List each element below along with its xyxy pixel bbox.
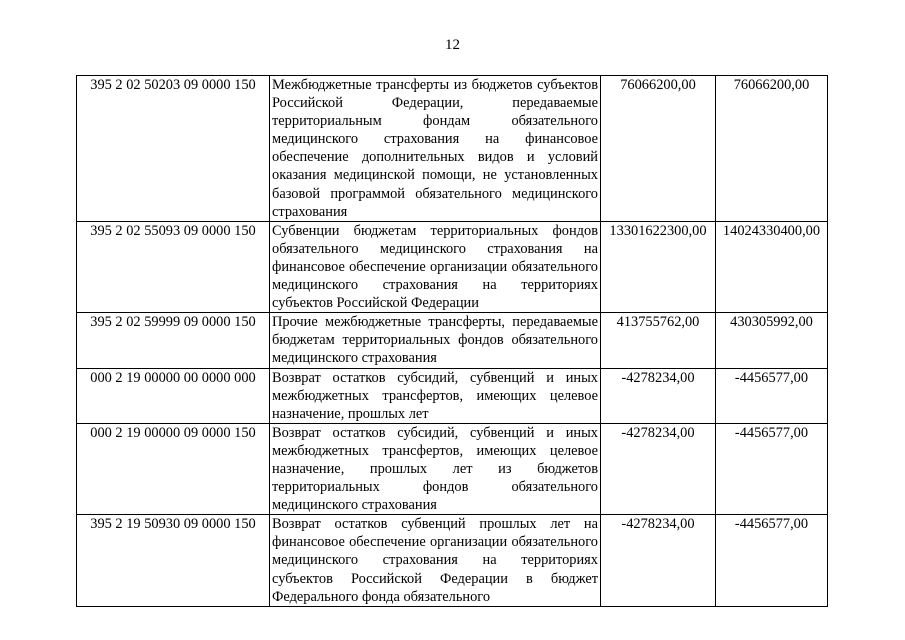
description-cell: Межбюджетные трансферты из бюджетов субъектов Российской Федерации, передаваемые территориальным фондам обязательного медицинского страхования на финансовое обеспечение дополнительных видов и условий оказания медицинской помощи, не установленных базовой программой обязательного медицинского страхования [270,76,601,222]
amount-2-cell: -4456577,00 [716,515,828,606]
budget-code-cell: 395 2 02 59999 09 0000 150 [77,313,270,368]
description-cell: Возврат остатков субсидий, субвенций и иных межбюджетных трансфертов, имеющих целевое назначение, прошлых лет [270,368,601,423]
amount-2-cell: 430305992,00 [716,313,828,368]
amount-2-cell: -4456577,00 [716,423,828,514]
budget-table [76,75,828,607]
amount-1-cell: -4278234,00 [601,423,716,514]
budget-code-cell: 395 2 02 55093 09 0000 150 [77,221,270,312]
description-cell: Возврат остатков субвенций прошлых лет на финансовое обеспечение организации обязательного медицинского страхования на территориях субъектов Российской Федерации в бюджет Федерального фонда обязательного [270,515,601,606]
amount-2-cell: 14024330400,00 [716,221,828,312]
amount-1-cell: -4278234,00 [601,515,716,606]
budget-code-cell: 000 2 19 00000 09 0000 150 [77,423,270,514]
amount-2-cell: 76066200,00 [716,76,828,222]
table-row [77,368,828,423]
amount-2-cell: -4456577,00 [716,368,828,423]
amount-1-cell: 76066200,00 [601,76,716,222]
table-row [77,76,828,222]
budget-code-cell: 395 2 02 50203 09 0000 150 [77,76,270,222]
description-cell: Возврат остатков субсидий, субвенций и иных межбюджетных трансфертов, имеющих целевое назначение, прошлых лет из бюджетов территориальных фондов обязательного медицинского страхования [270,423,601,514]
amount-1-cell: 413755762,00 [601,313,716,368]
table-row [77,313,828,368]
description-cell: Прочие межбюджетные трансферты, передаваемые бюджетам территориальных фондов обязательного медицинского страхования [270,313,601,368]
budget-code-cell: 395 2 19 50930 09 0000 150 [77,515,270,606]
table-row [77,221,828,312]
amount-1-cell: -4278234,00 [601,368,716,423]
table-row [77,423,828,514]
budget-code-cell: 000 2 19 00000 00 0000 000 [77,368,270,423]
table-row [77,515,828,606]
amount-1-cell: 13301622300,00 [601,221,716,312]
page-number: 12 [445,37,460,53]
description-cell: Субвенции бюджетам территориальных фондов обязательного медицинского страхования на финансовое обеспечение организации обязательного медицинского страхования на территориях субъектов Российской Федерации [270,221,601,312]
